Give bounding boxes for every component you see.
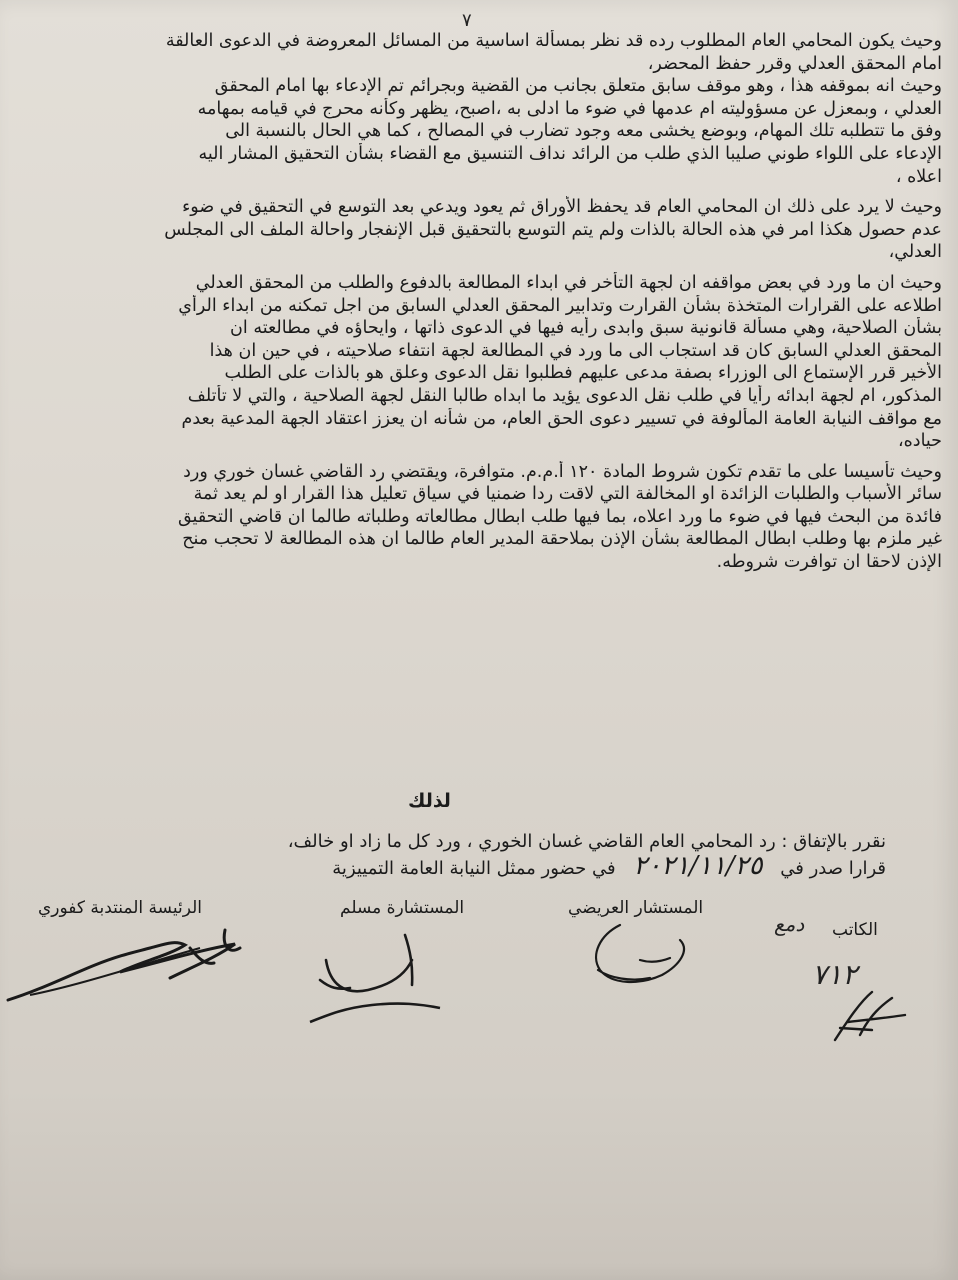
text-line: حياده، xyxy=(897,431,942,452)
text-line: فائدة من البحث فيها في ضوء ما ورد اعلاه، بما فيها طلب ابطال مطالعاته وطلباته طالما ان قاضي التحقيق xyxy=(177,506,942,527)
clerk-initials: دمع xyxy=(774,912,805,936)
text-line: وفق ما تتطلبه تلك المهام، وبوضع يخشى معه وجود تضارب في المصالح ، كما هي الحال بالنسبة الى xyxy=(225,121,942,142)
signatory-president: الرئيسة المنتدبة كفوري xyxy=(38,898,202,918)
text-line: الأخير قرر الإستماع الى الوزراء بصفة مدعى عليهم فطلبوا نقل الدعوى وعلق هو بالذات على الطلب xyxy=(224,363,942,384)
text-line: سائر الأسباب والطلبات الزائدة او المخالفة التي لاقت ردا ضمنيا في سياق تعليل هذا القرار او لم يعد ثمة xyxy=(193,484,942,505)
decision-prefix: قرارا صدر في xyxy=(780,858,886,879)
handwritten-number: ٧١٢ xyxy=(812,958,858,991)
signatory-counsellor-1: المستشارة مسلم xyxy=(340,898,465,918)
text-line: المذكور، ام لجهة ابدائه رأيا في طلب نقل الدعوى يؤيد ما ابداه طالبا النقل لجهة الصلاحية ، والتي لا تأتلف xyxy=(187,385,942,406)
decision-block xyxy=(288,830,886,881)
section-heading: لذلك xyxy=(408,790,451,812)
text-line: العدلي ، وبمعزل عن مسؤوليته ام عدمها في ضوء ما ادلى به ،اصبح، يظهر وكأنه محرج في قيامه بمهامه xyxy=(197,98,942,119)
text-line: اعلاه ، xyxy=(895,166,942,187)
handwritten-date: ٢٠٢١/١١/٢٥ xyxy=(633,851,763,881)
text-line: الإدعاء على اللواء طوني صليبا الذي طلب من الرائد نداف التنسيق مع القضاء بشأن التحقيق المشار اليه xyxy=(198,143,942,164)
text-line: العدلي، xyxy=(888,242,942,263)
signatory-counsellor-2: المستشار العريضي xyxy=(568,898,704,918)
text-line: الإذن لاحقا ان توافرت شروطه. xyxy=(716,552,942,573)
text-line: وحيث ان ما ورد في بعض مواقفه ان لجهة التأخر في ابداء المطالعة بالدفوع والطلب من المحقق العدلي xyxy=(195,272,942,293)
decision-date-line xyxy=(288,851,886,881)
text-line: وحيث يكون المحامي العام المطلوب رده قد نظر بمسألة اساسية من المسائل المعروضة في الدعوى العالقة xyxy=(165,31,942,51)
text-line: وحيث لا يرد على ذلك ان المحامي العام قد يحفظ الأوراق ثم يعود ويدعي بعد التوسع في التحقيق في ضوء xyxy=(182,197,942,218)
signatory-clerk: الكاتب xyxy=(832,920,878,940)
text-line: امام المحقق العدلي وقرر حفظ المحضر، xyxy=(647,53,942,74)
text-line: مع مواقف النيابة العامة المألوفة في تسيير دعوى الحق العام، من شأنه ان يعزز اعتقاد الجهة المدعية بعدم xyxy=(181,408,942,429)
signature-clerk xyxy=(835,992,905,1040)
text-line: المحقق العدلي السابق كان قد استجاب الى ما ورد في المطالعة لجهة انتفاء صلاحيته ، في حين ان هذا xyxy=(209,340,942,361)
decision-suffix: في حضور ممثل النيابة العامة التمييزية xyxy=(332,858,616,879)
signature-counsellor-1 xyxy=(320,935,412,991)
signature-president xyxy=(8,930,240,1000)
page-number: ٧ xyxy=(462,10,472,31)
text-line: عدم حصول هكذا امر في هذه الحالة بالذات ولم يتم التوسع بالتحقيق قبل الإنفجار واحالة الملف الى المجلس xyxy=(164,219,942,240)
text-line: وحيث انه بموقفه هذا ، وهو موقف سابق متعلق بجانب من القضية وبجرائم تم الإدعاء بها امام المحقق xyxy=(214,76,942,97)
signature-counsellor-2 xyxy=(596,925,684,982)
decision-body xyxy=(22,30,942,574)
decision-line: نقرر بالإتفاق : رد المحامي العام القاضي غسان الخوري ، ورد كل ما زاد او خالف، xyxy=(287,831,886,852)
text-line: بشأن الصلاحية، وهي مسألة قانونية سبق وابدى رأيه فيها في الدعوى ذاتها ، وايحاؤه في مطالعته ان xyxy=(230,318,942,339)
text-line: اطلاعه على القرارات المتخذة بشأن القرارت وتدابير المحقق العدلي السابق من اجل تمكنه من ابداء الرأي xyxy=(178,295,942,316)
text-line: غير ملزم بها وطلب ابطال المطالعة بشأن الإذن بملاحقة المدير العام طالما ان هذه المطالعة لا تحجب منح xyxy=(182,529,942,550)
text-line: وحيث تأسيسا على ما تقدم تكون شروط المادة ١٢٠ أ.م.م. متوافرة، ويقتضي رد القاضي غسان خوري ورد xyxy=(183,461,942,482)
